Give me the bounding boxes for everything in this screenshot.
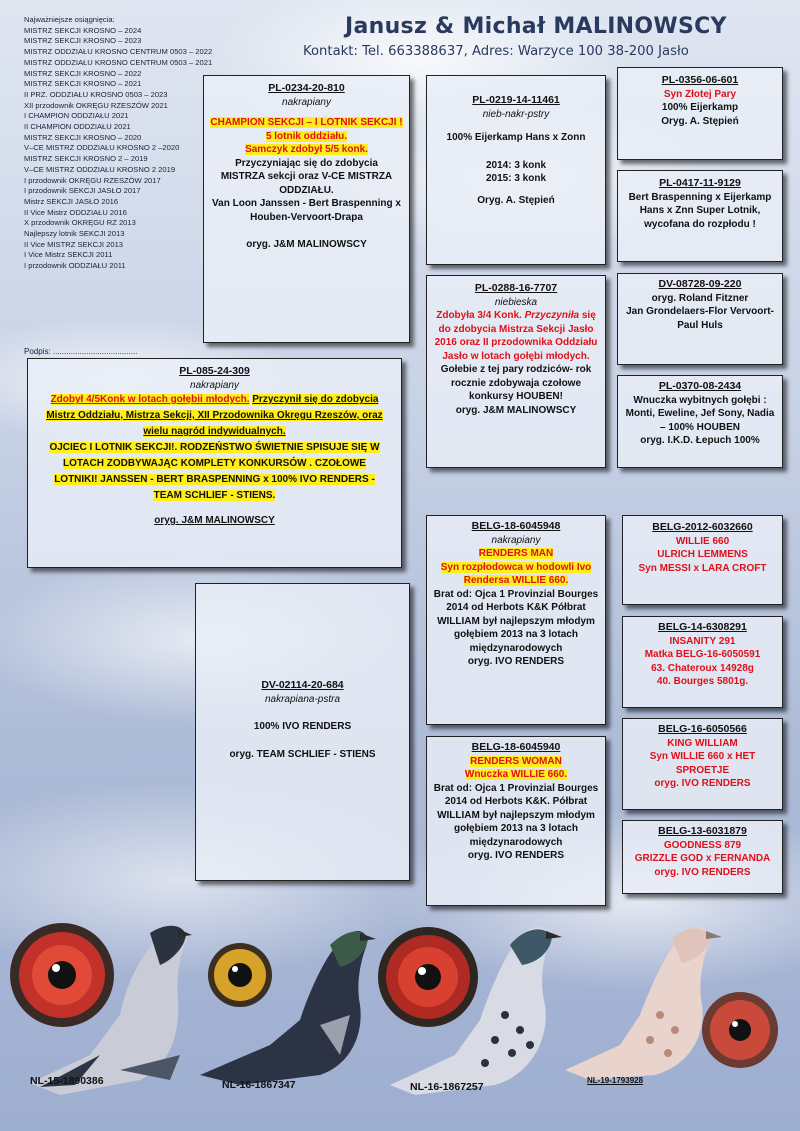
ring-number: BELG-14-6308291	[658, 621, 747, 633]
origin: oryg. J&M MALINOWSCY	[246, 239, 367, 250]
pedigree: Jan Grondelaers-Flor Vervoort-Paul Huls	[626, 306, 774, 331]
ring-number: PL-0417-11-9129	[659, 177, 741, 189]
achievements-heading: Najważniejsze osiągnięcia:	[24, 15, 115, 24]
origin: oryg. J&M MALINOWSCY	[455, 404, 577, 416]
signature-line: Podpis: ......................................	[24, 347, 138, 356]
pigeon-photo-2	[200, 931, 376, 1085]
achievement-item: II CHAMPION ODDZIAŁU 2021	[24, 122, 131, 132]
ring-number: PL-0370-08-2434	[658, 380, 742, 392]
origin: Oryg. A. Stępień	[477, 194, 555, 206]
pigeon-name: RENDERS MAN	[478, 548, 554, 559]
pigeon-card-belg6050566	[622, 718, 783, 810]
pigeon-color: niebieska	[494, 296, 538, 308]
card-text: Wnuczka wybitnych gołębi : Monti, Eweline, Jef Sony, Nadia – 100% HOUBEN	[625, 394, 775, 433]
pigeon-card-pl0370	[617, 375, 783, 468]
achievement-item: Najlepszy lotnik SEKCJI 2013	[24, 229, 125, 239]
ring-number: BELG-13-6031879	[658, 825, 747, 837]
achievement-item: Mistrz SEKCJI JASŁO 2016	[24, 196, 119, 206]
ring-number: BELG-16-6050566	[658, 723, 747, 735]
pigeon-card-pl0219	[426, 75, 606, 265]
origin: oryg. IVO RENDERS	[467, 656, 565, 667]
ring-number: PL-0356-06-601	[661, 74, 739, 86]
achievement-highlight: Samczyk zdobył 5/5 konk.	[245, 144, 368, 155]
sibling-info: OJCIEC I LOTNIK SEKCJI!. RODZEŃSTWO ŚWIETNIE SPISUJE SIĘ W LOTACH ZODBYWAJĄC KOMPLETY KONKURSÓW . CZOŁOWE LOTNIKI! JANSSEN - BERT BRASPENNING x 100% IVO RENDERS - TEAM SCHLIEF - STIENS.	[49, 442, 380, 501]
achievement-item: MISTRZ ODDZIAŁU KROSNO CENTRUM 0503 – 2021	[24, 57, 213, 67]
achievement-item: MISTRZ SEKCJI KROSNO – 2020	[24, 132, 142, 142]
achievement-item: II Vice Mistrz ODDZIAŁU 2016	[24, 207, 127, 217]
pedigree: Van Loon Janssen - Bert Braspenning x Houben-Vervoort-Drapa	[212, 198, 401, 223]
achievement-item: MISTRZ ODDZIAŁU KROSNO CENTRUM 0503 – 2022	[24, 47, 213, 57]
parent-info: Syn Złotej Pary	[663, 88, 737, 100]
photo-ring-label-3: NL-16-1867257	[410, 1081, 484, 1093]
breeder: ULRICH LEMMENS	[657, 549, 748, 560]
origin: oryg. I.K.D. Łepuch 100%	[640, 435, 760, 446]
origin: Oryg. A. Stępień	[661, 115, 739, 127]
origin: oryg. IVO RENDERS	[654, 866, 751, 878]
parent-info: Matka BELG-16-6050591	[644, 649, 761, 660]
origin: oryg. TEAM SCHLIEF - STIENS	[229, 748, 376, 760]
achievement-italic: Przyczyniła	[524, 310, 580, 321]
pigeon-photo-4	[565, 927, 778, 1080]
pigeon-card-dv08728	[617, 273, 783, 365]
pigeon-photos	[0, 905, 800, 1131]
pigeon-color: nakrapiana-pstra	[264, 693, 341, 705]
pigeon-color: nieb-nakr-pstry	[482, 108, 550, 120]
achievement-item: MISTRZ SEKCJI KROSNO – 2024	[24, 25, 142, 35]
pigeon-card-pl0234	[203, 75, 410, 343]
pigeon-card-dv02114	[195, 583, 410, 881]
ring-number: PL-085-24-309	[179, 365, 250, 377]
parent-info: GRIZZLE GOD x FERNANDA	[634, 853, 771, 864]
card-text: Brat od: Ojca 1 Provinzial Bourges 2014 od Herbots K&K. Półbrat WILLIAM był najlepszym młodym gołębiem 2013 na 3 lotach międzynarodowych	[433, 782, 599, 848]
achievement-item: I przodownik OKRĘGU RZESZÓW 2017	[24, 175, 161, 185]
pigeon-card-pl0356	[617, 67, 783, 160]
ring-number: DV-08728-09-220	[658, 278, 742, 290]
pigeon-name: WILLIE 660	[675, 535, 730, 547]
card-text: Gołebie z tej pary rodziców- rok rocznie zdobywaja czołowe konkursy HOUBEN!	[440, 364, 592, 402]
achievement-highlight: CHAMPION SEKCJI – I LOTNIK SEKCJI !	[210, 117, 403, 128]
result: 63. Chateroux 14928g	[651, 662, 754, 674]
result: 2015: 3 konk	[485, 173, 547, 184]
origin: oryg. Roland Fitzner	[651, 292, 749, 304]
origin: oryg. IVO RENDERS	[467, 850, 565, 861]
achievement-item: XII przodownik OKRĘGU RZESZÓW 2021	[24, 100, 168, 110]
photo-ring-label-4: NL-19-1793928	[587, 1076, 644, 1085]
parent-info: Syn rozpłodowca w hodowli Ivo Rendersa WILLIE 660.	[440, 561, 592, 586]
parent-info: Wnuczka WILLIE 660.	[464, 769, 568, 780]
pedigree: 100% IVO RENDERS	[253, 721, 352, 732]
achievement-item: X przodownik OKRĘGU RZ 2013	[24, 218, 136, 228]
achievement-highlight: Zdobył 4/5Konk w lotach gołębii młodych.	[50, 394, 250, 405]
ring-number: PL-0234-20-810	[268, 82, 345, 94]
ring-number: BELG-18-6045940	[471, 741, 561, 753]
photo-ring-label-1: NL-15-1890386	[30, 1075, 104, 1087]
pedigree: 100% Eijerkamp	[661, 102, 739, 113]
pigeon-color: nakrapiany	[282, 96, 331, 108]
photo-ring-label-2: NL-16-1867347	[222, 1079, 296, 1091]
pigeon-card-belg6032660	[622, 515, 783, 605]
pigeon-card-belg6045940	[426, 736, 606, 906]
achievement-item: I przodownik ODDZIAŁU 2011	[24, 261, 126, 271]
pigeon-photo-1	[10, 923, 192, 1095]
ring-number: DV-02114-20-684	[261, 679, 344, 691]
achievement-item: V–CE MISTRZ ODDZIAŁU KROSNO 2 –2020	[24, 143, 180, 153]
parent-info: Syn WILLIE 660 x HET SPROETJE	[649, 751, 756, 776]
achievement-item: MISTRZ SEKCJI KROSNO – 2021	[24, 79, 142, 89]
breeder-contact: Kontakt: Tel. 663388637, Adres: Warzyce 100 38-200 Jasło	[303, 44, 689, 59]
achievement-item: II Vice MISTRZ SEKCJI 2013	[24, 239, 124, 249]
origin: oryg. IVO RENDERS	[654, 778, 751, 789]
achievement-item: MISTRZ SEKCJI KROSNO – 2023	[24, 36, 142, 46]
pigeon-name: KING WILLIAM	[667, 737, 738, 749]
achievement-item: V–CE MISTRZ ODDZIAŁU KROSNO 2 2019	[24, 164, 176, 174]
pigeon-name: GOODNESS 879	[663, 839, 742, 851]
pigeon-card-belg6308291	[622, 616, 783, 708]
achievement: Zdobyła 3/4 Konk.	[436, 310, 522, 321]
card-text: Brat od: Ojca 1 Provinzial Bourges 2014 od Herbots K&K Półbrat WILLIAM był najlepszym młodym gołębiem 2013 na 3 lotach międzynarodowych	[433, 588, 599, 654]
parent-info: Syn MESSI x LARA CROFT	[638, 562, 767, 574]
pigeon-color: nakrapiany	[491, 534, 541, 546]
pigeon-card-pl085	[27, 358, 402, 568]
achievement-item: II PRZ. ODDZIAŁU KROSNO 0503 – 2023	[24, 89, 168, 99]
pigeon-name: INSANITY 291	[669, 635, 736, 647]
pedigree: 100% Eijerkamp Hans x Zonn	[446, 132, 586, 143]
result: 40. Bourges 5801g.	[656, 676, 749, 687]
achievement-item: I Vice Mistrz SEKCJI 2011	[24, 250, 113, 260]
pigeon-card-belg6045948	[426, 515, 606, 725]
result: 2014: 3 konk	[485, 159, 547, 171]
ring-number: BELG-18-6045948	[471, 520, 561, 532]
pigeon-card-belg6031879	[622, 820, 783, 894]
ring-number: BELG-2012-6032660	[652, 521, 753, 533]
achievement-item: MISTRZ SEKCJI KROSNO – 2022	[24, 68, 142, 78]
origin: oryg. J&M MALINOWSCY	[154, 515, 275, 526]
card-text: Przyczyniając się do zdobycia MISTRZA sekcji oraz V-CE MISTRZA ODDZIAŁU.	[220, 157, 393, 196]
achievement-detail: Przyczynił się do zdobycia Mistrz Oddziału, Mistrza Sekcji, XII Przodownika Okręgu Rzeszów, oraz wielu nagród indywidualnych.	[46, 394, 383, 437]
ring-number: PL-0219-14-11461	[472, 94, 560, 106]
achievement-item: MISTRZ SEKCJI KROSNO 2 – 2019	[24, 154, 148, 164]
pigeon-card-pl0288	[426, 275, 606, 468]
achievement-item: I przodownik SEKCJI JASŁO 2017	[24, 186, 141, 196]
pigeon-card-pl0417	[617, 170, 783, 262]
breeder-name: Janusz & Michał MALINOWSCY	[345, 14, 727, 39]
pigeon-photo-3	[378, 927, 562, 1095]
achievement-highlight: 5 lotnik oddziału.	[265, 130, 348, 142]
card-text: Bert Braspenning x Eijerkamp Hans x Znn Super Lotnik, wycofana do rozpłodu !	[628, 191, 772, 230]
ring-number: PL-0288-16-7707	[474, 282, 558, 294]
pigeon-color: nakrapiany	[190, 379, 239, 391]
pigeon-name: RENDERS WOMAN	[470, 755, 562, 767]
achievement-item: I CHAMPION ODDZIAŁU 2021	[24, 111, 129, 121]
achievement-detail: się do zdobycia Mistrza Sekcji Jasło 2016 oraz II przodownika Oddziału Jasło w lotach gołębi młodych.	[434, 310, 598, 362]
